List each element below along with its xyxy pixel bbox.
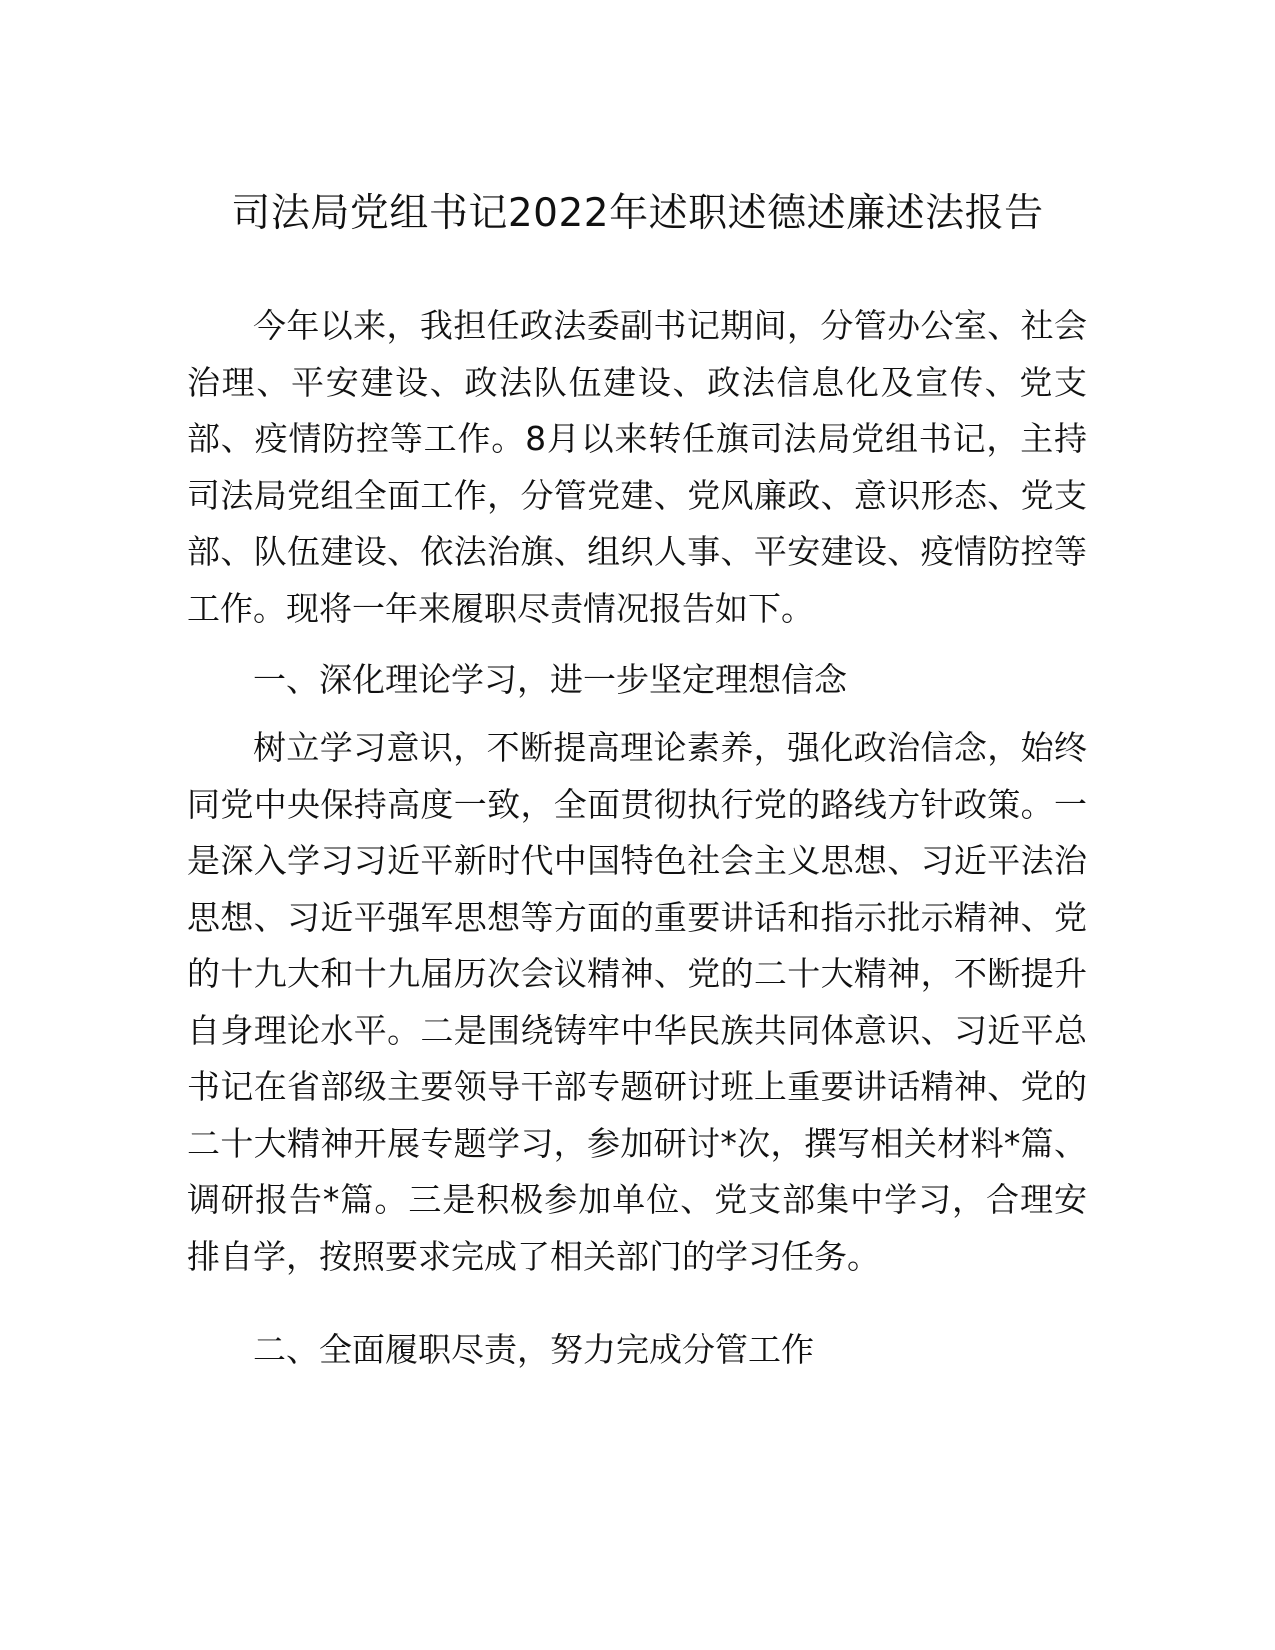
section-1-paragraph: 树立学习意识，不断提高理论素养，强化政治信念，始终同党中央保持高度一致，全面贯彻执行党的路线方针政策。一是深入学习习近平新时代中国特色社会主义思想、习近平法治思想、习近平强军思想等方面的重要讲话和指示批示精神、党的十九大和十九届历次会议精神、党的二十大精神，不断提升自身理论水平。二是围绕铸牢中华民族共同体意识、习近平总书记在省部级主要领导干部专题研讨班上重要讲话精神、党的二十大精神开展专题学习，参加研讨*次，撰写相关材料*篇、调研报告*篇。三是积极参加单位、党支部集中学习，合理安排自学，按照要求完成了相关部门的学习任务。 — [187, 728, 1087, 1276]
document-title: 司法局党组书记2022年述职述德述廉述法报告 — [231, 191, 1044, 236]
intro-paragraph: 今年以来，我担任政法委副书记期间，分管办公室、社会治理、平安建设、政法队伍建设、政法信息化及宣传、党支部、疫情防控等工作。8月以来转任旗司法局党组书记，主持司法局党组全面工作，分管党建、党风廉政、意识形态、党支部、队伍建设、依法治旗、组织人事、平安建设、疫情防控等工作。现将一年来履职尽责情况报告如下。 — [187, 306, 1087, 628]
section-2-heading: 二、全面履职尽责，努力完成分管工作 — [253, 1330, 814, 1369]
section-1-heading: 一、深化理论学习，进一步坚定理想信念 — [253, 660, 847, 699]
